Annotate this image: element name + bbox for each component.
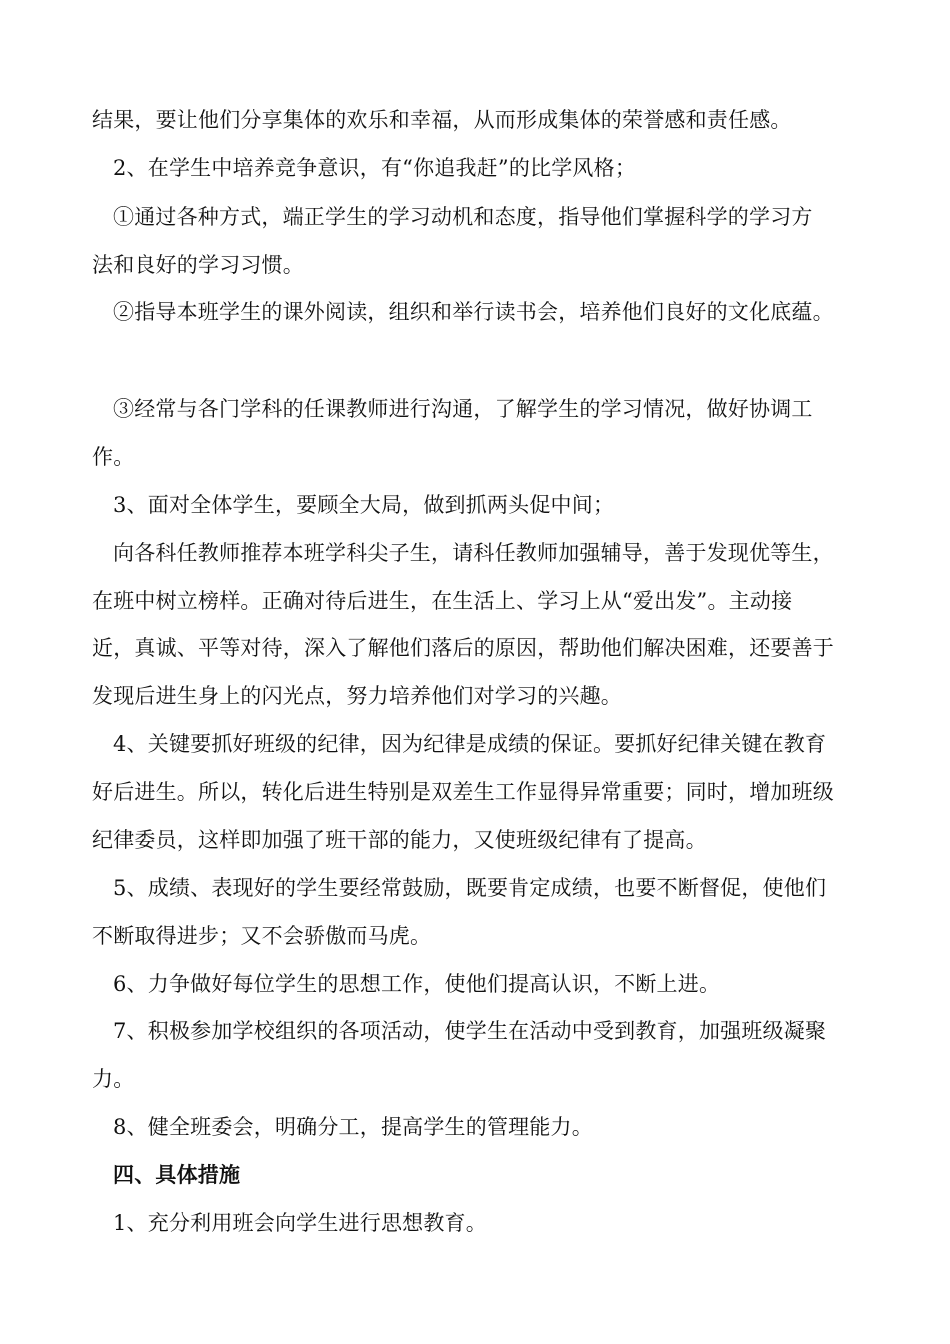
paragraph-line: 1、充分利用班会向学生进行思想教育。 [113,1211,487,1235]
paragraph-line: 纪律委员，这样即加强了班干部的能力，又使班级纪律有了提高。 [92,828,707,852]
paragraph-line: 近，真诚、平等对待，深入了解他们落后的原因，帮助他们解决困难，还要善于 [92,636,834,660]
paragraph-line: 6、力争做好每位学生的思想工作，使他们提高认识，不断上进。 [113,972,721,996]
paragraph-line: 在班中树立榜样。正确对待后进生，在生活上、学习上从“爱出发”。主动接 [92,589,793,613]
paragraph-line: 发现后进生身上的闪光点，努力培养他们对学习的兴趣。 [92,684,622,708]
paragraph-line: 8、健全班委会，明确分工，提高学生的管理能力。 [113,1115,593,1139]
paragraph-line: 结果，要让他们分享集体的欢乐和幸福，从而形成集体的荣誉感和责任感。 [92,108,792,132]
paragraph-line: 3、面对全体学生，要顾全大局，做到抓两头促中间； [113,493,615,517]
paragraph-line: 作。 [92,445,135,469]
paragraph-line: 5、成绩、表现好的学生要经常鼓励，既要肯定成绩，也要不断督促，使他们 [113,876,827,900]
paragraph-line: 7、积极参加学校组织的各项活动，使学生在活动中受到教育，加强班级凝聚 [113,1019,827,1043]
section-heading: 四、具体措施 [113,1162,241,1187]
paragraph-line: ②指导本班学生的课外阅读，组织和举行读书会，培养他们良好的文化底蕴。 [113,300,834,324]
paragraph-line: 好后进生。所以，转化后进生特别是双差生工作显得异常重要；同时，增加班级 [92,780,834,804]
paragraph-line: 2、在学生中培养竞争意识，有“你追我赶”的比学风格； [113,156,637,180]
paragraph-line: 法和良好的学习习惯。 [92,253,304,277]
paragraph-line: ①通过各种方式，端正学生的学习动机和态度，指导他们掌握科学的学习方 [113,205,813,229]
paragraph-line: 不断取得进步；又不会骄傲而马虎。 [92,924,432,948]
paragraph-line: 4、关键要抓好班级的纪律，因为纪律是成绩的保证。要抓好纪律关键在教育 [113,732,827,756]
paragraph-line: 向各科任教师推荐本班学科尖子生，请科任教师加强辅导，善于发现优等生， [113,541,834,565]
paragraph-line: ③经常与各门学科的任课教师进行沟通，了解学生的学习情况，做好协调工 [113,397,813,421]
paragraph-line: 力。 [92,1067,135,1091]
